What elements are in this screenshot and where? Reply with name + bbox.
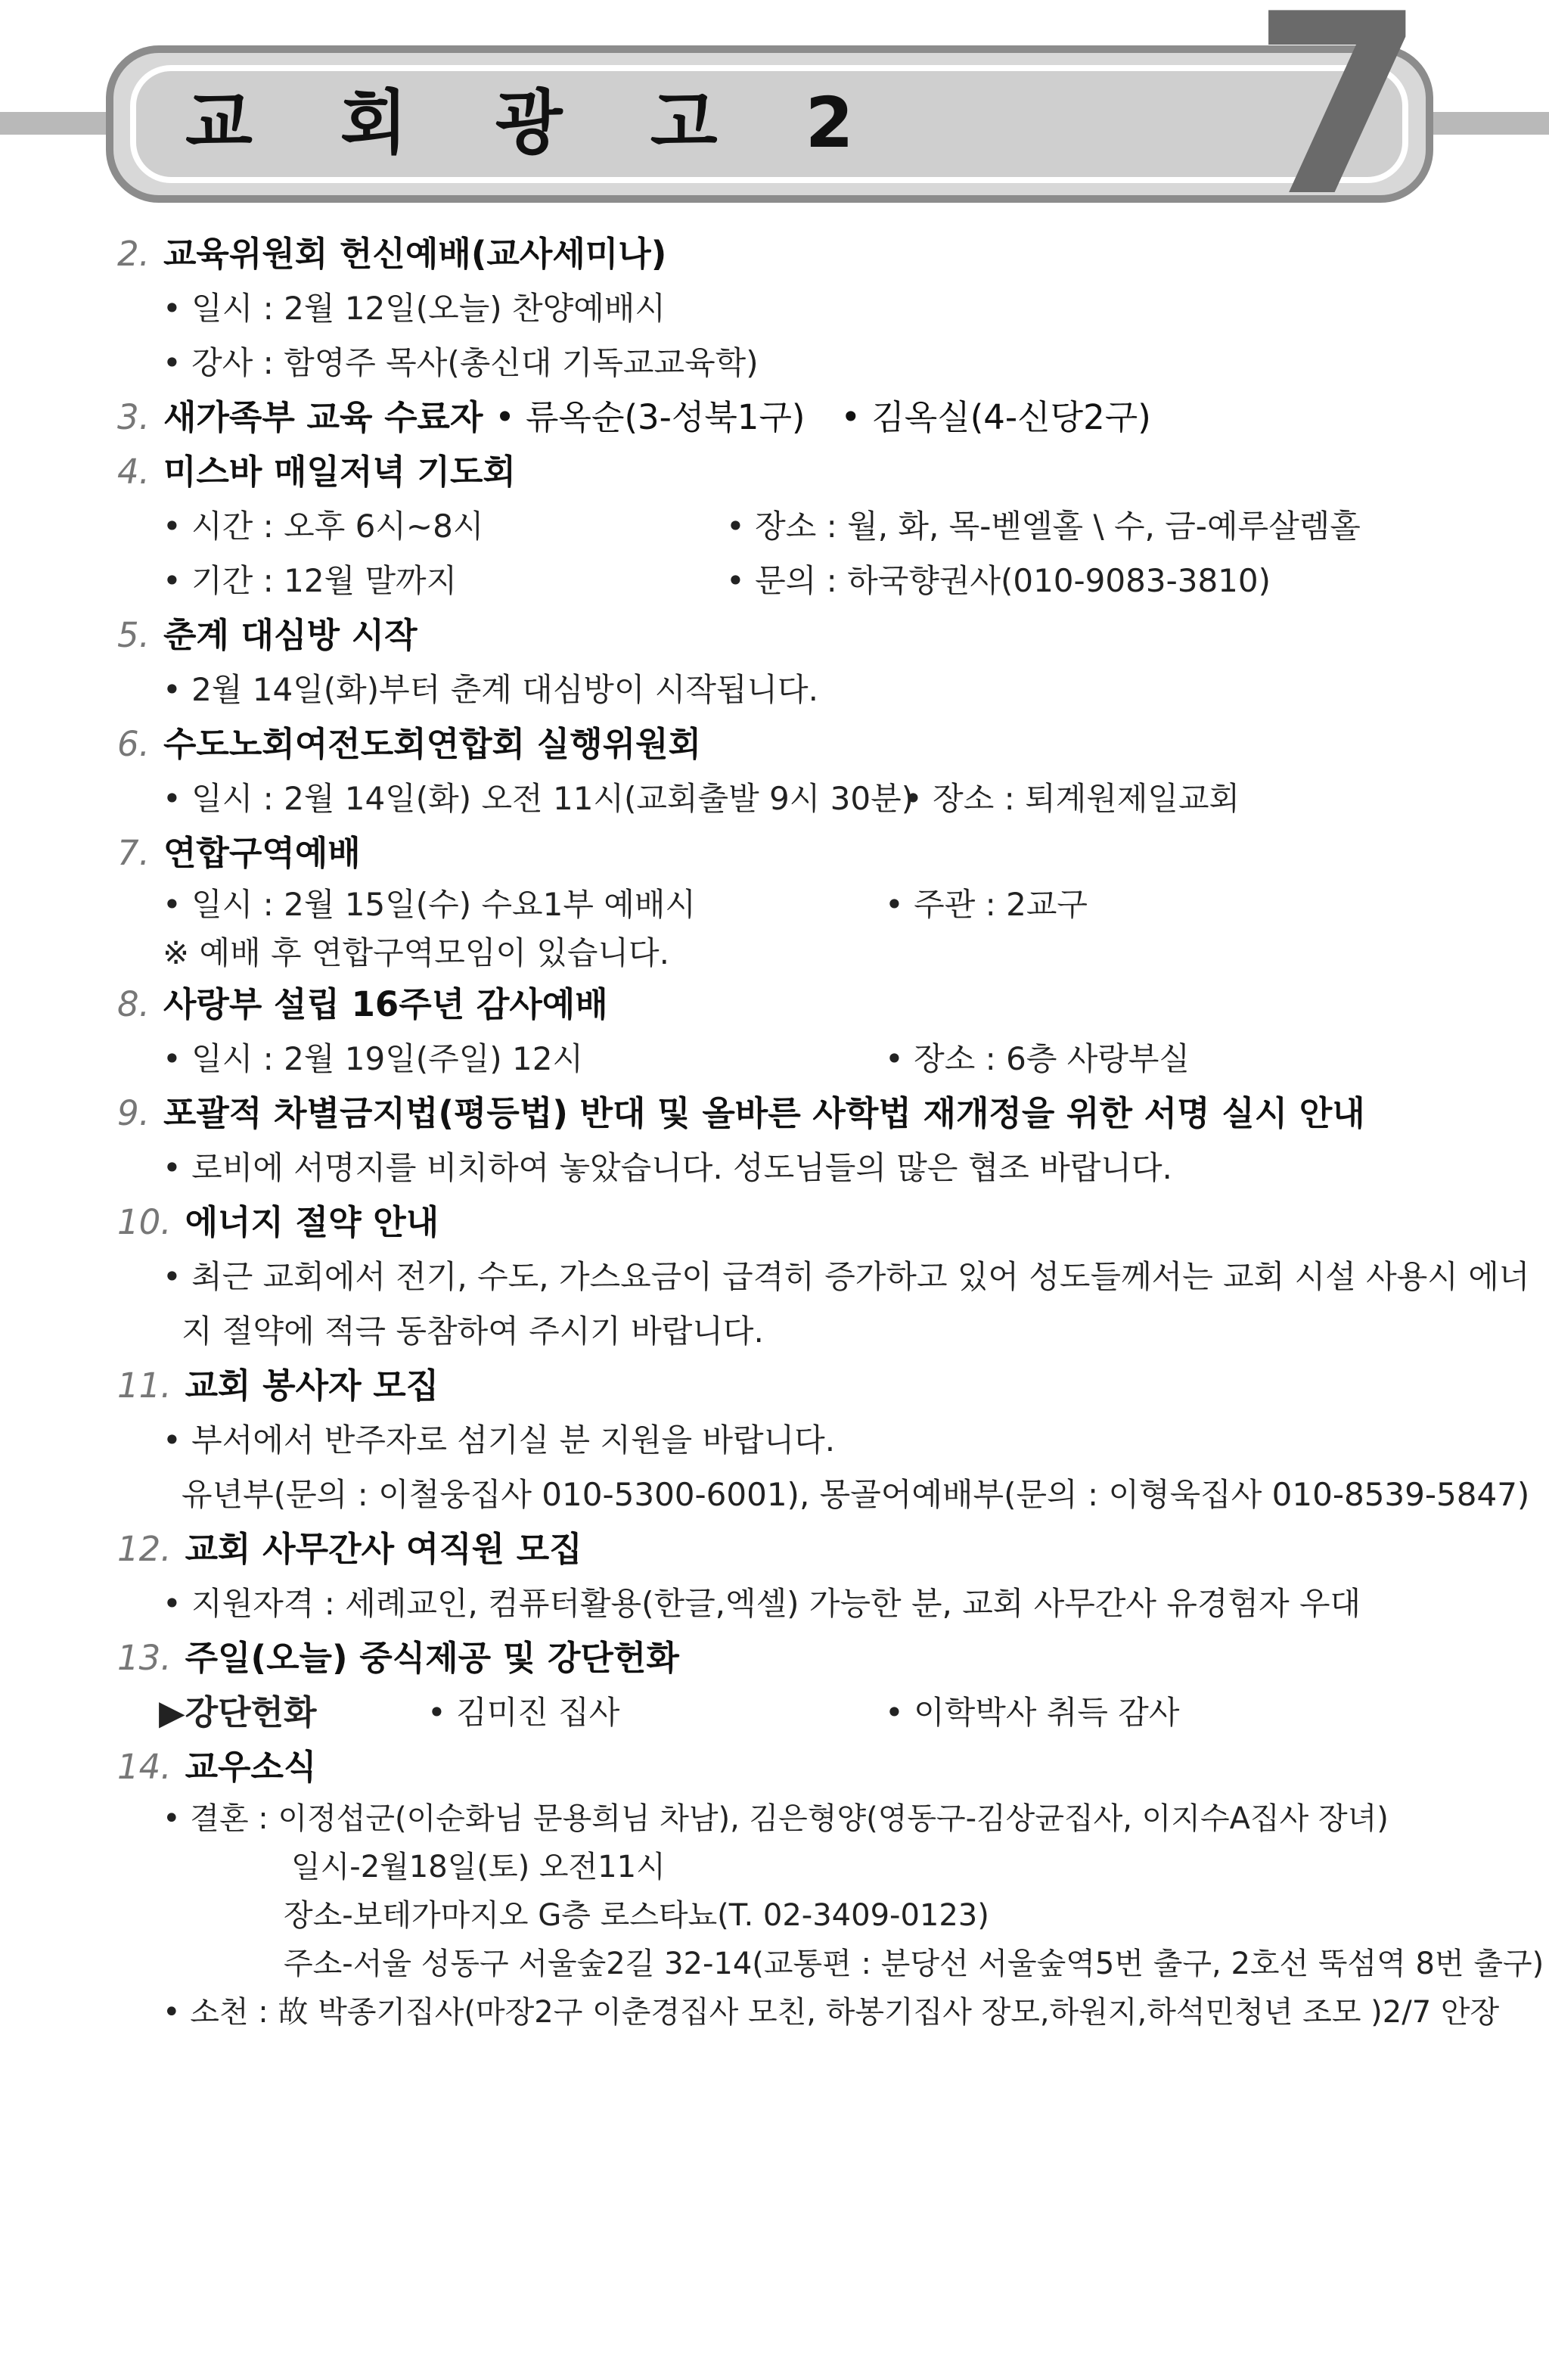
- funeral-line: • 소천 : 故 박종기집사(마장2구 이춘경집사 모친, 하봉기집사 장모,하원지,하석민청년 조모 )2/7 안장: [163, 1995, 1500, 2030]
- announcement-10: [117, 1195, 1530, 1359]
- item-title: 연합구역예배: [163, 833, 361, 873]
- item-title: 포괄적 차별금지법(평등법) 반대 및 올바른 사학법 재개정을 위한 서명 실시 안내: [163, 1093, 1365, 1133]
- detail-line: • 장소 : 월, 화, 목-벧엘홀 \ 수, 금-예루살렘홀: [726, 508, 1361, 545]
- item-title: 미스바 매일저녁 기도회: [163, 452, 516, 492]
- item-number: 2.: [117, 234, 150, 274]
- detail-line: • 장소 : 퇴계원제일교회: [904, 780, 1240, 817]
- item-title: 주일(오늘) 중식제공 및 강단헌화: [185, 1638, 679, 1678]
- item-title: 교우소식: [185, 1747, 317, 1787]
- announcement-4: [117, 445, 1509, 608]
- announcement-2: [117, 227, 1509, 390]
- wedding-address: 주소-서울 성동구 서울숲2길 32-14(교통편 : 분당선 서울숲역5번 출구, 2호선 뚝섬역 8번 출구): [284, 1947, 1544, 1981]
- wedding-date: 일시-2월18일(토) 오전11시: [291, 1850, 666, 1884]
- item-number: 4.: [117, 452, 150, 492]
- item-number: 5.: [117, 615, 150, 655]
- item-title: 교육위원회 헌신예배(교사세미나): [163, 234, 667, 274]
- detail-line: • 문의 : 하국향권사(010-9083-3810): [726, 562, 1271, 599]
- item-number: 10.: [117, 1202, 172, 1242]
- announcement-14: [117, 1740, 1544, 2037]
- announcement-3: [117, 390, 1509, 445]
- item-number: 14.: [117, 1747, 172, 1787]
- detail-line: • 시간 : 오후 6시~8시: [163, 508, 484, 545]
- item-title: 사랑부 설립 16주년 감사예배: [163, 984, 608, 1024]
- page-title: 교 회 광 고 2: [185, 82, 886, 163]
- announcement-12: [117, 1522, 1509, 1631]
- announcement-9: [117, 1086, 1509, 1195]
- page-number: 7: [1252, 0, 1426, 251]
- announcement-8: [117, 977, 1509, 1086]
- item-title: 교회 사무간사 여직원 모집: [185, 1529, 582, 1569]
- detail-line: • 주관 : 2교구: [885, 886, 1088, 923]
- graduate-2: • 김옥실(4-신당2구): [840, 397, 1151, 437]
- altar-flower-label: ▶강단헌화: [159, 1692, 317, 1732]
- item-title: 춘계 대심방 시작: [163, 615, 418, 655]
- detail-line: 지 절약에 적극 동참하여 주시기 바랍니다.: [182, 1313, 764, 1350]
- item-title: 교회 봉사자 모집: [185, 1366, 439, 1406]
- detail-line: • 2월 14일(화)부터 춘계 대심방이 시작됩니다.: [163, 671, 818, 708]
- detail-line: • 일시 : 2월 19일(주일) 12시: [163, 1040, 584, 1077]
- item-number: 8.: [117, 984, 150, 1024]
- altar-flower-giver: • 김미진 집사: [427, 1694, 620, 1731]
- detail-line: 유년부(문의 : 이철웅집사 010-5300-6001), 몽골어예배부(문의 : 이형욱집사 010-8539-5847): [182, 1476, 1530, 1513]
- announcement-6: [117, 717, 1509, 826]
- altar-flower-reason: • 이학박사 취득 감사: [885, 1694, 1180, 1731]
- announcement-11: [117, 1359, 1530, 1522]
- wedding-place: 장소-보테가마지오 G층 로스타뇨(T. 02-3409-0123): [284, 1898, 989, 1933]
- wedding-line: • 결혼 : 이정섭군(이순화님 문용희님 차남), 김은형양(영동구-김상균집사, 이지수A집사 장녀): [163, 1801, 1389, 1836]
- detail-line: • 로비에 서명지를 비치하여 놓았습니다. 성도님들의 많은 협조 바랍니다.: [163, 1149, 1172, 1186]
- detail-line: • 일시 : 2월 15일(수) 수요1부 예배시: [163, 886, 696, 923]
- announcement-5: [117, 608, 1509, 717]
- detail-line: • 일시 : 2월 14일(화) 오전 11시(교회출발 9시 30분): [163, 780, 914, 817]
- graduate-1: • 류옥순(3-성북1구): [495, 397, 806, 437]
- item-number: 9.: [117, 1093, 150, 1133]
- detail-line: • 최근 교회에서 전기, 수도, 가스요금이 급격히 증가하고 있어 성도들께서는 교회 시설 사용시 에너: [163, 1258, 1530, 1295]
- detail-line: • 일시 : 2월 12일(오늘) 찬양예배시: [163, 290, 666, 327]
- detail-line: • 기간 : 12월 말까지: [163, 562, 458, 599]
- item-title: 새가족부 교육 수료자: [163, 397, 483, 437]
- item-number: 13.: [117, 1638, 172, 1678]
- detail-line: • 장소 : 6층 사랑부실: [885, 1040, 1190, 1077]
- detail-line: • 강사 : 함영주 목사(총신대 기독교교육학): [163, 344, 759, 381]
- item-number: 6.: [117, 724, 150, 764]
- item-number: 11.: [117, 1366, 172, 1406]
- item-number: 3.: [117, 397, 150, 437]
- item-title: 에너지 절약 안내: [185, 1202, 439, 1242]
- announcement-7: [117, 826, 1509, 977]
- announcements: [117, 227, 1544, 2037]
- item-number: 12.: [117, 1529, 172, 1569]
- detail-line: • 부서에서 반주자로 섬기실 분 지원을 바랍니다.: [163, 1421, 836, 1459]
- detail-line: • 지원자격 : 세례교인, 컴퓨터활용(한글,엑셀) 가능한 분, 교회 사무간사 유경험자 우대: [163, 1585, 1361, 1622]
- announcement-13: [117, 1631, 1509, 1740]
- item-title: 수도노회여전도회연합회 실행위원회: [163, 724, 702, 764]
- note-line: ※ 예배 후 연합구역모임이 있습니다.: [163, 934, 669, 971]
- item-number: 7.: [117, 833, 150, 873]
